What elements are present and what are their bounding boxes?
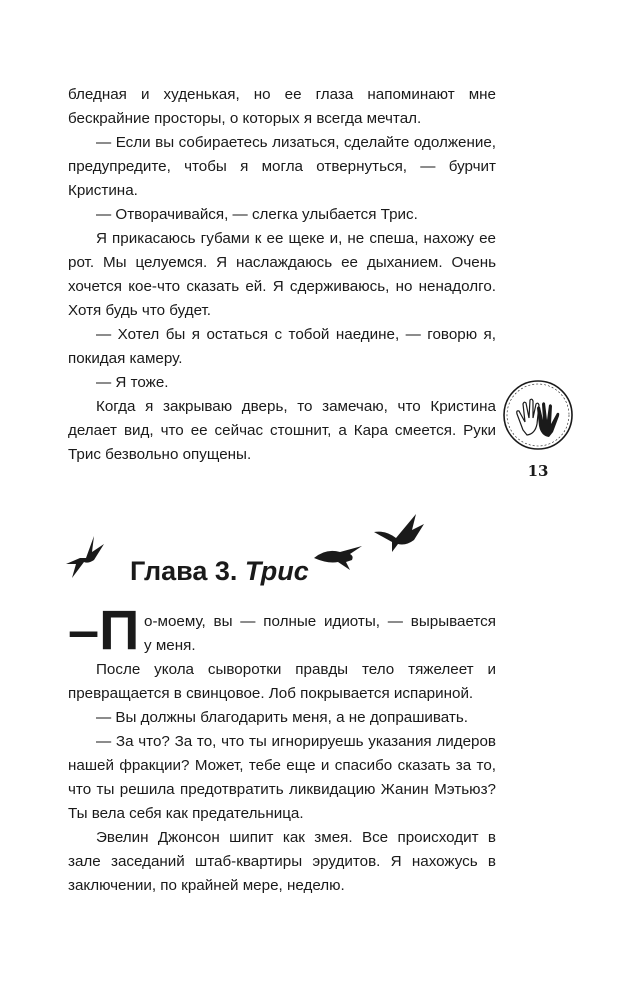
paragraph: — За что? За то, что ты игнорируешь указания лидеров нашей фракции? Может, тебе еще и спасибо сказать за то, что ты решила предотвратить ликвидацию Жанин Мэтьюз? Ты вела себя как предательница. bbox=[68, 733, 496, 822]
chapter-title bbox=[130, 556, 309, 587]
drop-cap: –П bbox=[68, 598, 140, 661]
paragraph: — Отворачивайся, — слегка улыбается Трис. bbox=[96, 206, 418, 223]
paragraph: бледная и худенькая, но ее глаза напоминают мне бескрайние просторы, о которых я всегда мечтал. bbox=[68, 86, 496, 127]
chapter-prefix: Глава 3. bbox=[130, 556, 245, 586]
paragraph: Я прикасаюсь губами к ее щеке и, не спеша, нахожу ее рот. Мы целуемся. Я наслаждаюсь ее дыханием. Очень хочется кое-что сказать ей. Я сдерживаюсь, но ненадолго. Хотя будь что будет. bbox=[68, 230, 496, 319]
first-paragraph-line: о-моему, вы — полные идиоты, — вырывается bbox=[144, 613, 496, 630]
paragraph: Эвелин Джонсон шипит как змея. Все происходит в зале заседаний штаб-квартиры эрудитов. Я нахожусь в заключении, по крайней мере, неделю. bbox=[68, 829, 496, 894]
text-block-top bbox=[68, 83, 496, 467]
paragraph: — Если вы собираетесь лизаться, сделайте одолжение, предупредите, чтобы я могла отвернуться, — бурчит Кристина. bbox=[68, 134, 496, 199]
chapter-name: Трис bbox=[244, 556, 309, 586]
first-paragraph-line: у меня. bbox=[144, 637, 196, 654]
bird-icon bbox=[372, 510, 428, 554]
paragraph: После укола сыворотки правды тело тяжелеет и превращается в свинцовое. Лоб покрывается испариной. bbox=[68, 661, 496, 702]
bird-icon bbox=[64, 534, 108, 582]
hands-emblem-icon bbox=[501, 378, 575, 452]
first-paragraph bbox=[68, 598, 496, 661]
paragraph: Когда я закрываю дверь, то замечаю, что Кристина делает вид, что ее сейчас стошнит, а Кара смеется. Руки Трис безвольно опущены. bbox=[68, 398, 496, 463]
bird-icon bbox=[310, 540, 366, 572]
text-block-bottom bbox=[68, 658, 496, 898]
paragraph: — Хотел бы я остаться с тобой наедине, — говорю я, покидая камеру. bbox=[68, 326, 496, 367]
page-number: 13 bbox=[527, 462, 549, 480]
paragraph: — Я тоже. bbox=[96, 374, 169, 391]
paragraph: — Вы должны благодарить меня, а не допрашивать. bbox=[96, 709, 469, 726]
